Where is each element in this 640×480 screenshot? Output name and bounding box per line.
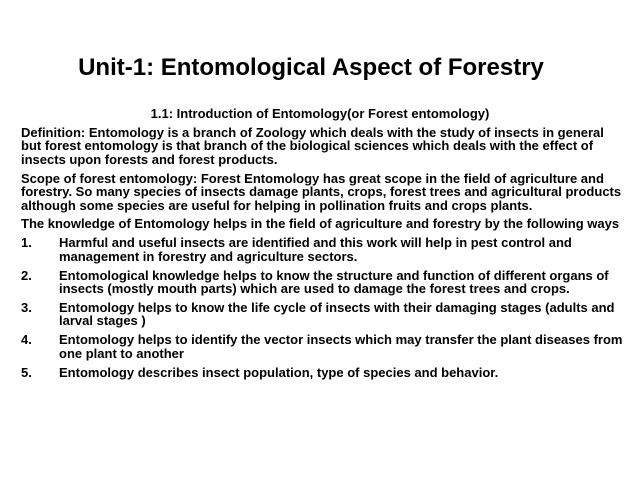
list-item-text: Entomology describes insect population, type of species and behavior. — [59, 364, 499, 380]
list-item-text: Harmful and useful insects are identified and this work will help in pest control and management in forestry and agriculture sectors. — [59, 235, 572, 264]
list-item-number: 2. — [21, 267, 32, 283]
slide-subtitle: 1.1: Introduction of Entomology(or Forest entomology) — [150, 106, 490, 121]
slide-body — [21, 126, 625, 385]
benefits-list — [21, 236, 625, 379]
list-item — [21, 236, 625, 263]
list-item-number: 3. — [21, 299, 32, 315]
list-item-number: 4. — [21, 332, 32, 348]
slide-title: Unit-1: Entomological Aspect of Forestry — [78, 54, 544, 81]
list-item — [21, 333, 625, 360]
knowledge-intro-paragraph: The knowledge of Entomology helps in the field of agriculture and forestry by the following ways — [21, 216, 620, 232]
list-item — [21, 269, 625, 296]
list-item-text: Entomological knowledge helps to know the structure and function of different organs of insects (mostly mouth parts) which are used to damage the forest trees and crops. — [59, 267, 609, 297]
definition-paragraph: Definition: Entomology is a branch of Zoology which deals with the study of insects in general but forest entomology is that branch of the biological sciences which deals with the effect of insects upon forests and forest products. — [21, 125, 604, 167]
list-item-text: Entomology helps to identify the vector insects which may transfer the plant diseases from one plant to another — [59, 332, 623, 361]
list-item-number: 5. — [21, 364, 32, 380]
list-item-text: Entomology helps to know the life cycle of insects with their damaging stages (adults and larval stages ) — [59, 299, 615, 329]
list-item — [21, 301, 625, 328]
list-item — [21, 366, 625, 379]
list-item-number: 1. — [21, 235, 32, 251]
scope-paragraph: Scope of forest entomology: Forest Entomology has great scope in the field of agriculture and forestry. So many species of insects damage plants, crops, forest trees and agricultural products although some species are useful for helping in pollination fruits and crops plants. — [21, 170, 622, 213]
